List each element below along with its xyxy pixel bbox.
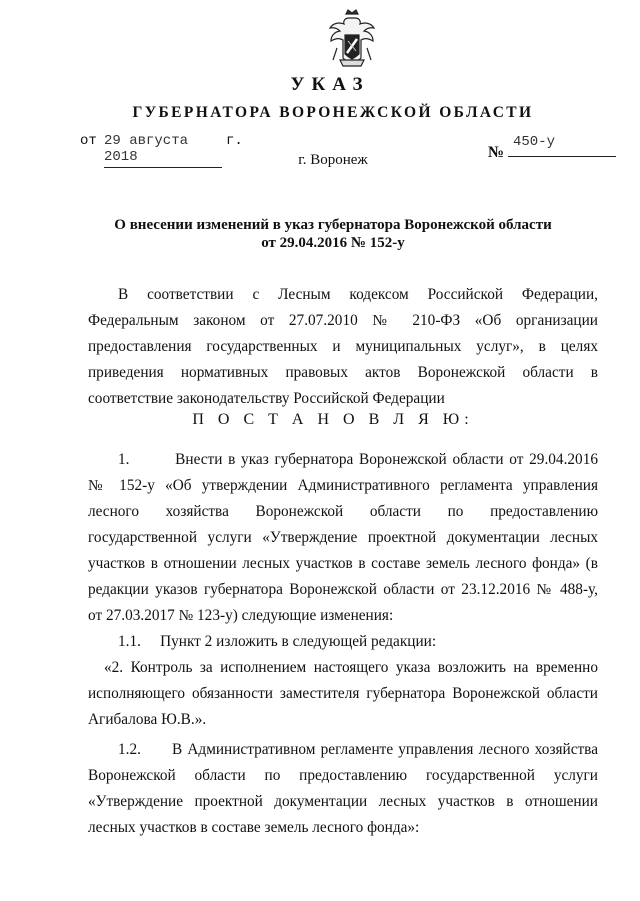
- text-line: В соответствии с Лесным кодексом Российской Федерации,: [118, 286, 598, 303]
- text-line: лесного хозяйства Воронежской области по предоставлению: [88, 503, 598, 520]
- text-line: 1.1. Пункт 2 изложить в следующей редакции:: [118, 633, 437, 650]
- text-line: участков в отношении лесных участков в составе земель лесного фонда» (в: [88, 555, 598, 572]
- text-line: 1.2. В Административном регламенте управления лесного хозяйства: [118, 741, 598, 758]
- resolve-heading: П О С Т А Н О В Л Я Ю:: [192, 411, 474, 428]
- text-line: соответствие законодательству Российской Федерации: [88, 390, 445, 407]
- city-line: г. Воронеж: [298, 152, 368, 168]
- document-title: [0, 216, 640, 252]
- text-line: «Утверждение проектной документации лесных участков в отношении: [88, 793, 598, 810]
- number-field: 450-у: [513, 134, 556, 150]
- text-line: 1. Внести в указ губернатора Воронежской области от 29.04.2016: [118, 451, 598, 468]
- item-1-1-paragraph: [88, 629, 598, 733]
- text-line: Воронежской области по предоставлению государственной услуги: [88, 767, 598, 784]
- number-sign: №: [488, 144, 505, 161]
- coat-of-arms-icon: [327, 8, 377, 70]
- text-line: редакции указов губернатора Воронежской области от 23.12.2016 № 488-у,: [88, 581, 598, 598]
- date-suffix: г.: [226, 133, 243, 149]
- decree-heading: УКАЗ: [290, 74, 370, 95]
- text-line: Агибалова Ю.В.».: [88, 711, 207, 728]
- item-1-2-paragraph: [88, 737, 598, 841]
- item-1-paragraph: [88, 447, 598, 629]
- text-line: предоставления государственных и муниципальных услуг», в целях: [88, 338, 598, 355]
- text-line: «2. Контроль за исполнением настоящего указа возложить на временно: [104, 659, 598, 676]
- text-line: № 152-у «Об утверждении Административного регламента управления: [88, 477, 598, 494]
- text-line: исполняющего обязанности заместителя губернатора Воронежской области: [88, 685, 598, 702]
- preamble-paragraph: [88, 282, 598, 412]
- text-line: Федеральным законом от 27.07.2010 № 210-ФЗ «Об организации: [88, 312, 598, 329]
- document-title-line: от 29.04.2016 № 152-у: [261, 235, 405, 251]
- text-line: приведения нормативных правовых актов Воронежской области в: [88, 364, 598, 381]
- date-field: 29 августа 2018: [104, 133, 222, 168]
- date-prefix: от: [80, 133, 97, 149]
- text-line: государственной услуги «Утверждение проектной документации лесных: [88, 529, 598, 546]
- document-title-line: О внесении изменений в указ губернатора Воронежской области: [114, 217, 552, 233]
- issuing-authority: ГУБЕРНАТОРА ВОРОНЕЖСКОЙ ОБЛАСТИ: [132, 104, 534, 121]
- text-line: лесных участков в составе земель лесного фонда»:: [88, 819, 420, 836]
- text-line: от 27.03.2017 № 123-у) следующие изменения:: [88, 607, 394, 624]
